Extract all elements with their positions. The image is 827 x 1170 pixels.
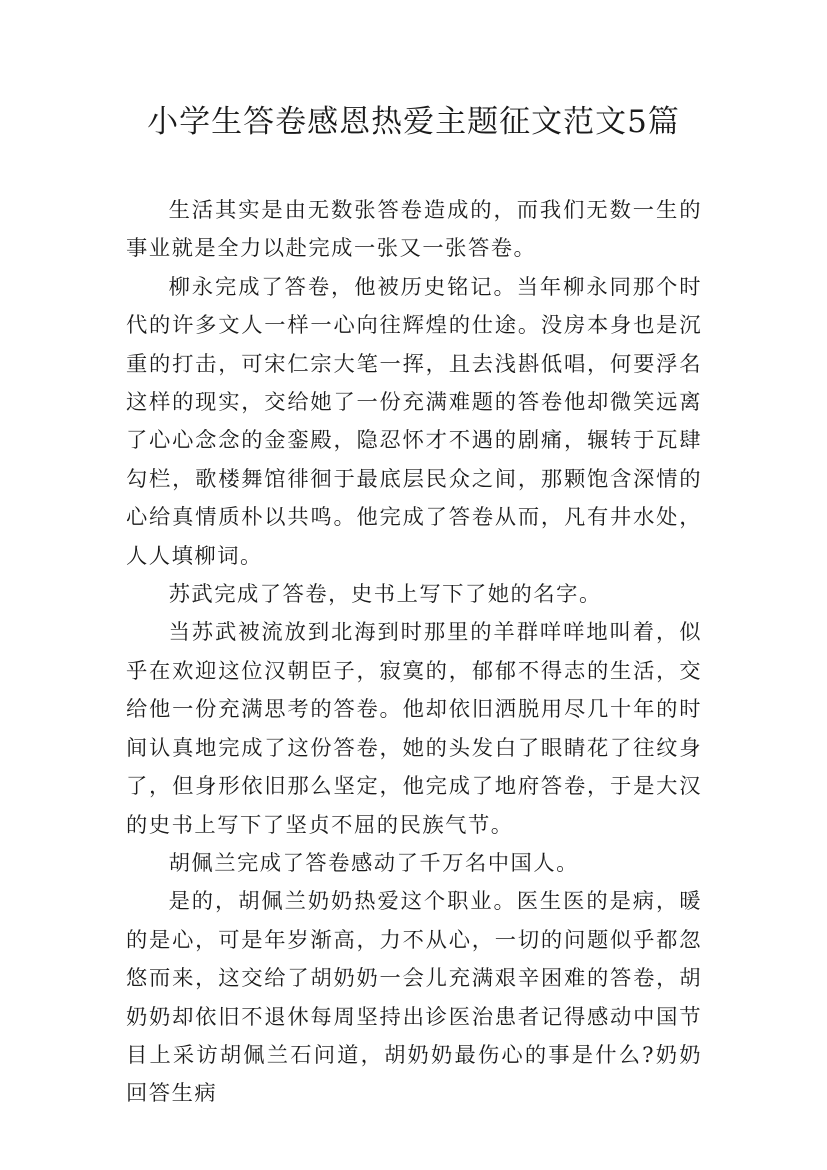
paragraph: 柳永完成了答卷，他被历史铭记。当年柳永同那个时代的许多文人一样一心向往辉煌的仕途。没房本身也是沉重的打击，可宋仁宗大笔一挥，且去浅斟低唱，何要浮名这样的现实，交给她了一份充满难题的答卷他却微笑远离了心心念念的金銮殿，隐忍怀才不遇的剧痛，辗转于瓦肆勾栏，歌楼舞馆徘徊于最底层民众之间，那颗饱含深情的心给真情质朴以共鸣。他完成了答卷从而，凡有井水处，人人填柳词。 (126, 274, 702, 569)
paragraph: 是的，胡佩兰奶奶热爱这个职业。医生医的是病，暖的是心，可是年岁渐高，力不从心，一切的问题似乎都忽悠而来，这交给了胡奶奶一会儿充满艰辛困难的答卷，胡奶奶却依旧不退休每周坚持出诊医治患者记得感动中国节目上采访胡佩兰石问道，胡奶奶最伤心的事是什么?奶奶回答生病 (126, 889, 702, 1107)
document-title: 小学生答卷感恩热爱主题征文范文5篇 (147, 104, 680, 140)
document-body (126, 192, 702, 1114)
paragraph: 苏武完成了答卷，史书上写下了她的名字。 (168, 582, 602, 608)
paragraph: 胡佩兰完成了答卷感动了千万名中国人。 (168, 850, 579, 876)
paragraph: 当苏武被流放到北海到时那里的羊群咩咩地叫着，似乎在欢迎这位汉朝臣子，寂寞的，郁郁不得志的生活，交给他一份充满思考的答卷。他却依旧洒脱用尽几十年的时间认真地完成了这份答卷，她的头发白了眼睛花了往纹身了，但身形依旧那么坚定，他完成了地府答卷，于是大汉的史书上写下了坚贞不屈的民族气节。 (126, 620, 702, 838)
paragraph: 生活其实是由无数张答卷造成的，而我们无数一生的事业就是全力以赴完成一张又一张答卷。 (126, 198, 702, 262)
